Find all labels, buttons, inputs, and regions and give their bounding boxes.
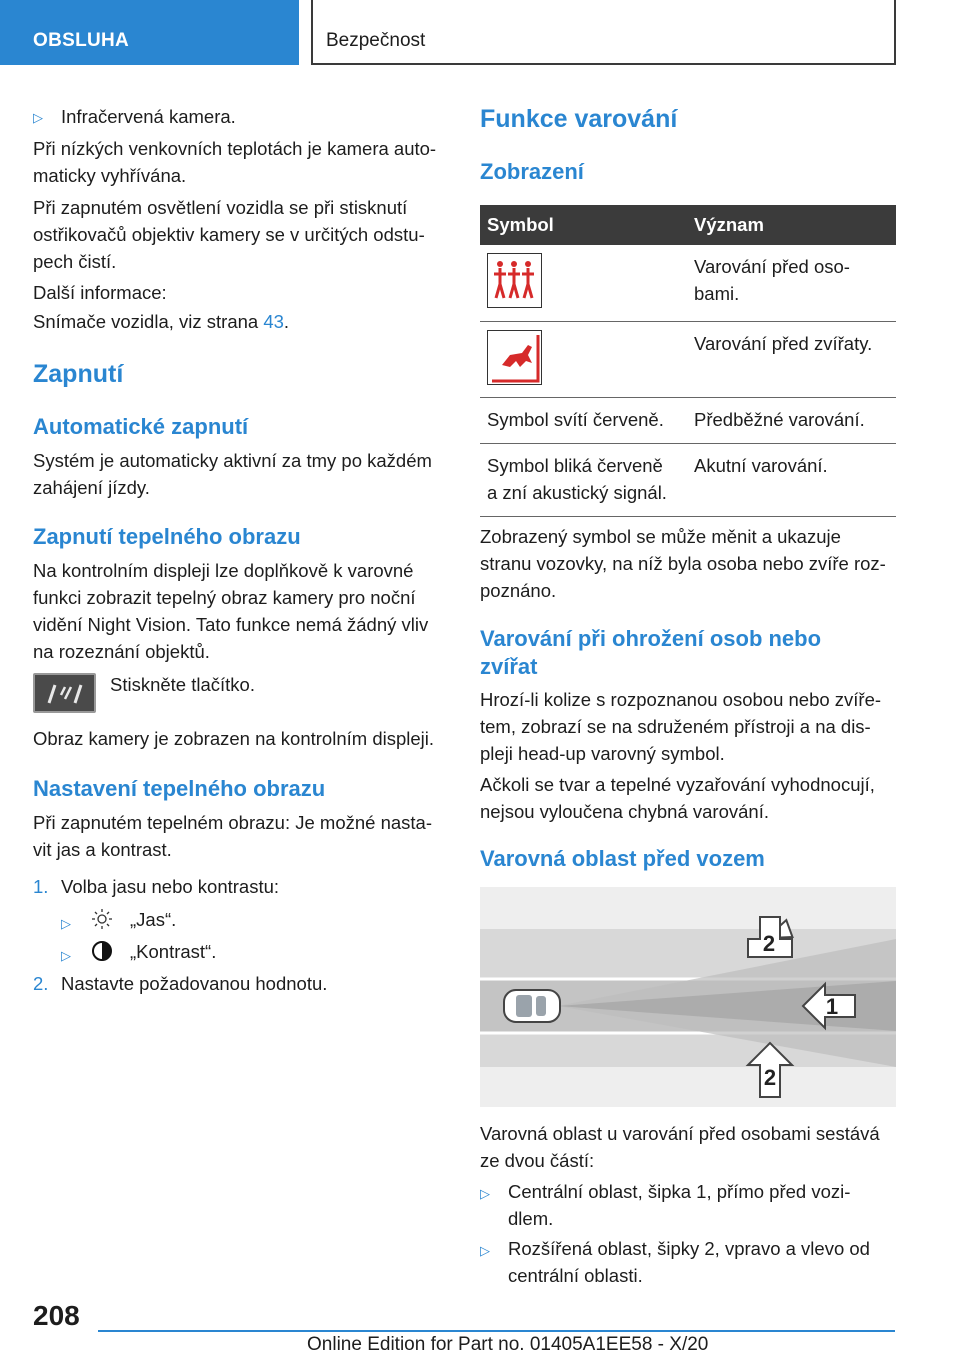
bullet-triangle-icon: ▷: [480, 1186, 490, 1201]
paragraph-line: Varovná oblast u varování před osobami sestává: [480, 1123, 880, 1144]
night-vision-button-icon: [33, 673, 96, 713]
paragraph-line: ostřikovačů objektiv kamery se v určitých odstu-: [33, 224, 425, 245]
section-tab: [0, 0, 299, 65]
table-cell-symbol: [480, 443, 687, 516]
page-number: 208: [33, 1300, 80, 1331]
cell-line: Varování před zvířaty.: [694, 332, 873, 354]
press-button-text: Stiskněte tlačítko.: [110, 674, 255, 695]
footer-divider: [98, 1330, 895, 1332]
symbol-table: [480, 205, 896, 517]
heading-zapnuti: Zapnutí: [33, 360, 124, 388]
bullet-line: centrální oblasti.: [508, 1265, 643, 1286]
paragraph-line: vit jas a kontrast.: [33, 839, 172, 860]
heading-settings: Nastavení tepelného obrazu: [33, 776, 326, 801]
step-text: Nastavte požadovanou hodnotu.: [61, 973, 328, 994]
step-text: Volba jasu nebo kontrastu:: [61, 876, 280, 897]
bullet-triangle-icon: ▷: [61, 916, 71, 931]
step-number: 2.: [33, 973, 49, 994]
table-cell-symbol: [480, 245, 687, 321]
reference-text: Snímače vozidla, viz strana: [33, 311, 264, 332]
animal-warning-icon: [487, 330, 542, 385]
paragraph-line: Při zapnutém osvětlení vozidla se při stisknutí: [33, 197, 408, 218]
cell-line: bami.: [694, 283, 740, 304]
table-header-row: [480, 205, 896, 245]
bullet-triangle-icon: ▷: [33, 110, 43, 125]
more-info-label: Další informace:: [33, 282, 167, 303]
table-row: [480, 397, 896, 443]
heading-display: Zobrazení: [480, 159, 584, 184]
table-cell-meaning: [687, 245, 896, 321]
cell-line: a zní akustický signál.: [487, 481, 667, 503]
paragraph-line: vidění Night Vision. Tato funkce nemá žádný vliv: [33, 614, 429, 635]
contrast-icon: [91, 940, 113, 962]
heading-threat: Varování při ohrožení osob nebo: [480, 626, 822, 651]
bullet-triangle-icon: ▷: [61, 948, 71, 963]
reference-end: .: [283, 311, 290, 332]
paragraph-line: zahájení jízdy.: [33, 477, 150, 498]
diagram-label-bottom: 2: [763, 1065, 777, 1090]
paragraph-line: maticky vyhřívána.: [33, 165, 187, 186]
paragraph-line: tem, zobrazí se na sdruženém přístroji a na dis-: [480, 716, 871, 737]
heading-area: Varovná oblast před vozem: [480, 846, 765, 871]
chapter-tab: [311, 0, 896, 65]
cell-line: Varování před oso-: [694, 256, 850, 277]
edition-text: Online Edition for Part no. 01405A1EE58 - X/20: [307, 1334, 709, 1355]
step-number: 1.: [33, 876, 49, 897]
table-row: [480, 245, 896, 321]
bullet-line: Centrální oblast, šipka 1, přímo před vozi-: [508, 1181, 851, 1202]
table-cell-meaning: Akutní varování.: [687, 443, 896, 516]
paragraph-line: Při zapnutém tepelném obrazu: Je možné nasta-: [33, 812, 432, 833]
bullet-triangle-icon: ▷: [480, 1243, 490, 1258]
paragraph-line: Zobrazený symbol se může měnit a ukazuje: [480, 526, 841, 547]
diagram-label-middle: 1: [825, 994, 839, 1019]
paragraph-line: pech čistí.: [33, 251, 117, 272]
heading-warning: Funkce varování: [480, 105, 678, 133]
paragraph-line: poznáno.: [480, 580, 557, 601]
paragraph-line: stranu vozovky, na níž byla osoba nebo zvíře roz-: [480, 553, 886, 574]
heading-thermal: Zapnutí tepelného obrazu: [33, 524, 301, 549]
bullet-line: dlem.: [508, 1208, 554, 1229]
table-cell-symbol: [480, 321, 687, 397]
warning-area-diagram: [480, 887, 896, 1107]
paragraph-line: Ačkoli se tvar a tepelné vyzařování vyhodnocují,: [480, 774, 875, 795]
table-row: [480, 321, 896, 397]
table-header-symbol: Symbol: [480, 205, 687, 245]
paragraph-line: funkci zobrazit tepelný obraz kamery pro noční: [33, 587, 416, 608]
table-row: [480, 443, 896, 516]
table-cell-meaning: Předběžné varování.: [687, 397, 896, 443]
heading-threat-cont: zvířat: [480, 654, 538, 679]
sub-option-brightness: „Jas“.: [130, 909, 177, 930]
paragraph-line: Při nízkých venkovních teplotách je kamera auto-: [33, 138, 437, 159]
paragraph-line: nejsou vyloučena chybná varování.: [480, 801, 769, 822]
paragraph-line: pleji head-up varovný symbol.: [480, 743, 725, 764]
paragraph-line: Hrozí-li kolize s rozpoznanou osobou nebo zvíře-: [480, 689, 882, 710]
paragraph-line: Obraz kamery je zobrazen na kontrolním displeji.: [33, 728, 435, 749]
paragraph-line: Systém je automaticky aktivní za tmy po každém: [33, 450, 432, 471]
brightness-icon: [91, 908, 113, 930]
table-cell-meaning: [687, 321, 896, 397]
pedestrian-warning-icon: [487, 253, 542, 308]
chapter-title: Bezpečnost: [326, 30, 426, 51]
diagram-label-top: 2: [762, 931, 776, 956]
paragraph-line: ze dvou částí:: [480, 1150, 595, 1171]
table-header-meaning: Význam: [687, 205, 896, 245]
page-link[interactable]: 43: [263, 311, 284, 332]
table-cell-symbol: Symbol svítí červeně.: [480, 397, 687, 443]
bullet-line: Rozšířená oblast, šipky 2, vpravo a vlevo od: [508, 1238, 870, 1259]
cross-reference: [33, 308, 289, 335]
paragraph-line: Na kontrolním displeji lze doplňkově k varovné: [33, 560, 414, 581]
cell-line: Symbol bliká červeně: [487, 454, 663, 476]
bullet-camera: Infračervená kamera.: [61, 106, 236, 127]
heading-auto: Automatické zapnutí: [33, 414, 249, 439]
sub-option-contrast: „Kontrast“.: [130, 941, 217, 962]
paragraph-line: na rozeznání objektů.: [33, 641, 210, 662]
section-title: OBSLUHA: [33, 30, 130, 51]
